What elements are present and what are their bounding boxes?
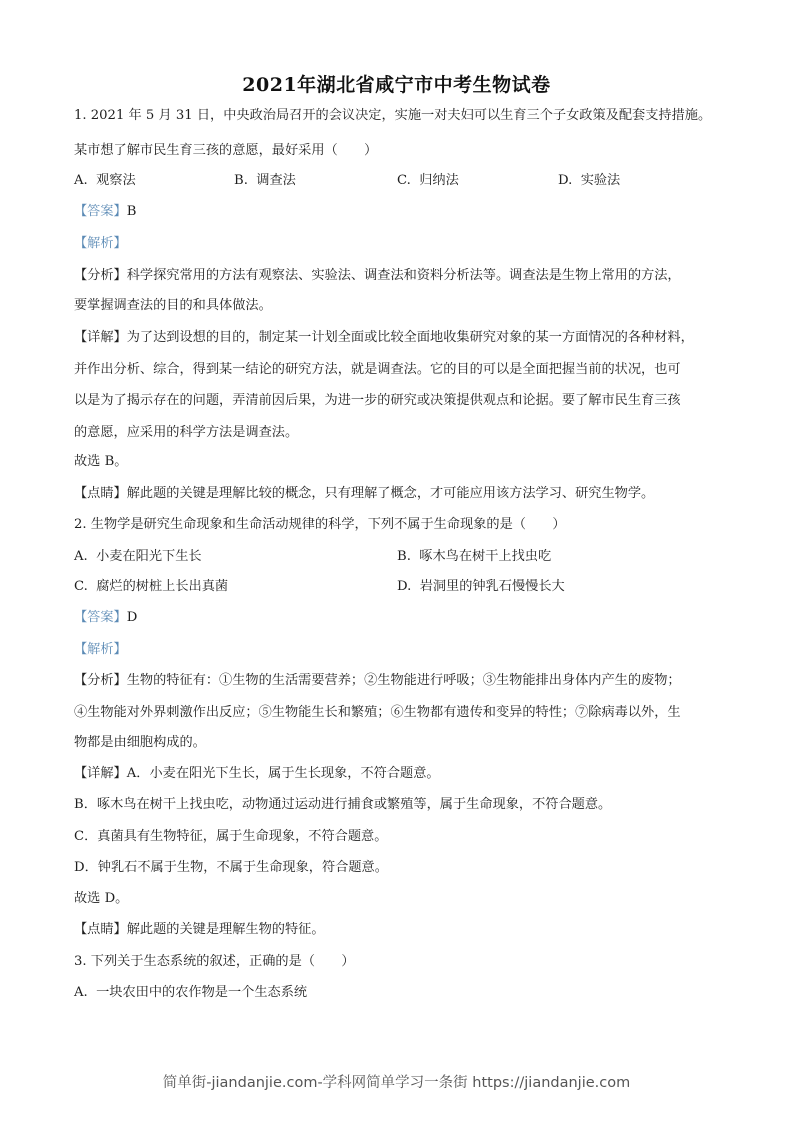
q1-option-a: [74, 172, 136, 190]
fenxi-text: 生物的特征有：①生物的生活需要营养；②生物能进行呼吸；③生物能排出身体内产生的废物；: [126, 673, 681, 688]
page-title: 2021年湖北省咸宁市中考生物试卷: [242, 74, 551, 96]
q1-xiangjie-line4: 的意愿，应采用的科学方法是调查法。: [74, 425, 299, 440]
q2-choice: 故选 D。: [74, 891, 129, 906]
q2-xiangjie-line2: B．啄木鸟在树干上找虫吃，动物通过运动进行捕食或繁殖等，属于生命现象，不符合题意。: [74, 797, 612, 812]
q3-option-a: [74, 984, 307, 1002]
q1-option-b: [234, 172, 296, 190]
q3-stem: 3. 下列关于生态系统的叙述，正确的是（ ）: [74, 954, 355, 969]
footer-watermark: 简单街-jiandanjie.com-学科网简单学习一条街 https://jiandanjie.com: [162, 1075, 631, 1091]
q2-option-d: [397, 578, 565, 596]
option-label: A.: [74, 549, 88, 564]
q2-dianjing: [74, 921, 325, 939]
option-label: B.: [397, 549, 411, 564]
dianjing-label: 【点睛】: [74, 922, 127, 937]
option-text: 一块农田中的农作物是一个生态系统: [96, 985, 308, 1000]
q2-answer: [74, 609, 137, 627]
fenxi-label: 【分析】: [74, 673, 127, 688]
xiangjie-text: A．小麦在阳光下生长，属于生长现象，不符合题意。: [126, 766, 440, 781]
dianjing-text: 解此题的关键是理解比较的概念，只有理解了概念，才可能应用该方法学习、研究生物学。: [126, 486, 655, 501]
q1-choice: 故选 B。: [74, 454, 128, 469]
option-label: C.: [397, 173, 411, 188]
q1-xiangjie-line2: 并作出分析、综合，得到某一结论的研究方法，就是调查法。它的目的可以是全面把握当前的状况，也可: [74, 362, 681, 377]
option-text: 小麦在阳光下生长: [96, 549, 202, 564]
option-label: B.: [234, 173, 248, 188]
q2-analysis-heading: [74, 641, 127, 659]
q2-option-b: [397, 548, 551, 566]
q2-option-a: [74, 548, 202, 566]
q2-xiangjie-line1: [74, 765, 440, 783]
q2-xiangjie-line4: D．钟乳石不属于生物，不属于生命现象，符合题意。: [74, 860, 388, 875]
option-label: D.: [558, 173, 573, 188]
q1-dianjing: [74, 485, 654, 503]
option-label: A.: [74, 985, 88, 1000]
q1-analysis-heading: [74, 235, 127, 253]
dianjing-label: 【点睛】: [74, 486, 127, 501]
option-text: 调查法: [256, 173, 296, 188]
option-text: 实验法: [580, 173, 621, 188]
q1-xiangjie-line1: [74, 329, 694, 347]
xiangjie-label: 【详解】: [74, 330, 127, 345]
q2-fenxi-line1: [74, 672, 681, 690]
answer-value: D: [126, 610, 138, 625]
option-text: 啄木鸟在树干上找虫吃: [419, 549, 552, 564]
fenxi-text: 科学探究常用的方法有观察法、实验法、调查法和资料分析法等。调查法是生物上常用的方法，: [126, 268, 681, 283]
option-label: D.: [397, 579, 412, 594]
option-text: 归纳法: [419, 173, 459, 188]
analysis-label: 【解析】: [74, 642, 127, 657]
dianjing-text: 解此题的关键是理解生物的特征。: [126, 922, 325, 937]
xiangjie-label: 【详解】: [74, 766, 127, 781]
option-label: A.: [74, 173, 88, 188]
fenxi-label: 【分析】: [74, 268, 127, 283]
answer-label: 【答案】: [74, 204, 127, 219]
q1-answer: [74, 203, 136, 221]
q1-xiangjie-line3: 以是为了揭示存在的问题，弄清前因后果，为进一步的研究或决策提供观点和论据。要了解市民生育三孩: [74, 393, 681, 408]
q2-fenxi-line2: ④生物能对外界刺激作出反应；⑤生物能生长和繁殖；⑥生物都有遗传和变异的特性；⑦除病毒以外，生: [74, 705, 681, 720]
q1-fenxi-line1: [74, 267, 681, 285]
option-label: C.: [74, 579, 88, 594]
q1-stem-line1: 1. 2021 年 5 月 31 日，中央政治局召开的会议决定，实施一对夫妇可以生育三个子女政策及配套支持措施。: [74, 108, 712, 123]
xiangjie-text: 为了达到设想的目的，制定某一计划全面或比较全面地收集研究对象的某一方面情况的各种材料，: [126, 330, 694, 345]
option-text: 腐烂的树桩上长出真菌: [96, 579, 229, 594]
q1-option-d: [558, 172, 620, 190]
answer-label: 【答案】: [74, 610, 127, 625]
q2-xiangjie-line3: C．真菌具有生物特征，属于生命现象，不符合题意。: [74, 829, 388, 844]
q2-fenxi-line3: 物都是由细胞构成的。: [74, 735, 206, 750]
q1-option-c: [397, 172, 459, 190]
q1-stem-line2: 某市想了解市民生育三孩的意愿，最好采用（ ）: [74, 143, 378, 158]
q2-option-c: [74, 578, 228, 596]
option-text: 观察法: [96, 173, 136, 188]
q2-stem: 2. 生物学是研究生命现象和生命活动规律的科学，下列不属于生命现象的是（ ）: [74, 517, 566, 532]
answer-value: B: [126, 204, 137, 219]
analysis-label: 【解析】: [74, 236, 127, 251]
option-text: 岩洞里的钟乳石慢慢长大: [419, 579, 565, 594]
q1-fenxi-line2: 要掌握调查法的目的和具体做法。: [74, 298, 272, 313]
